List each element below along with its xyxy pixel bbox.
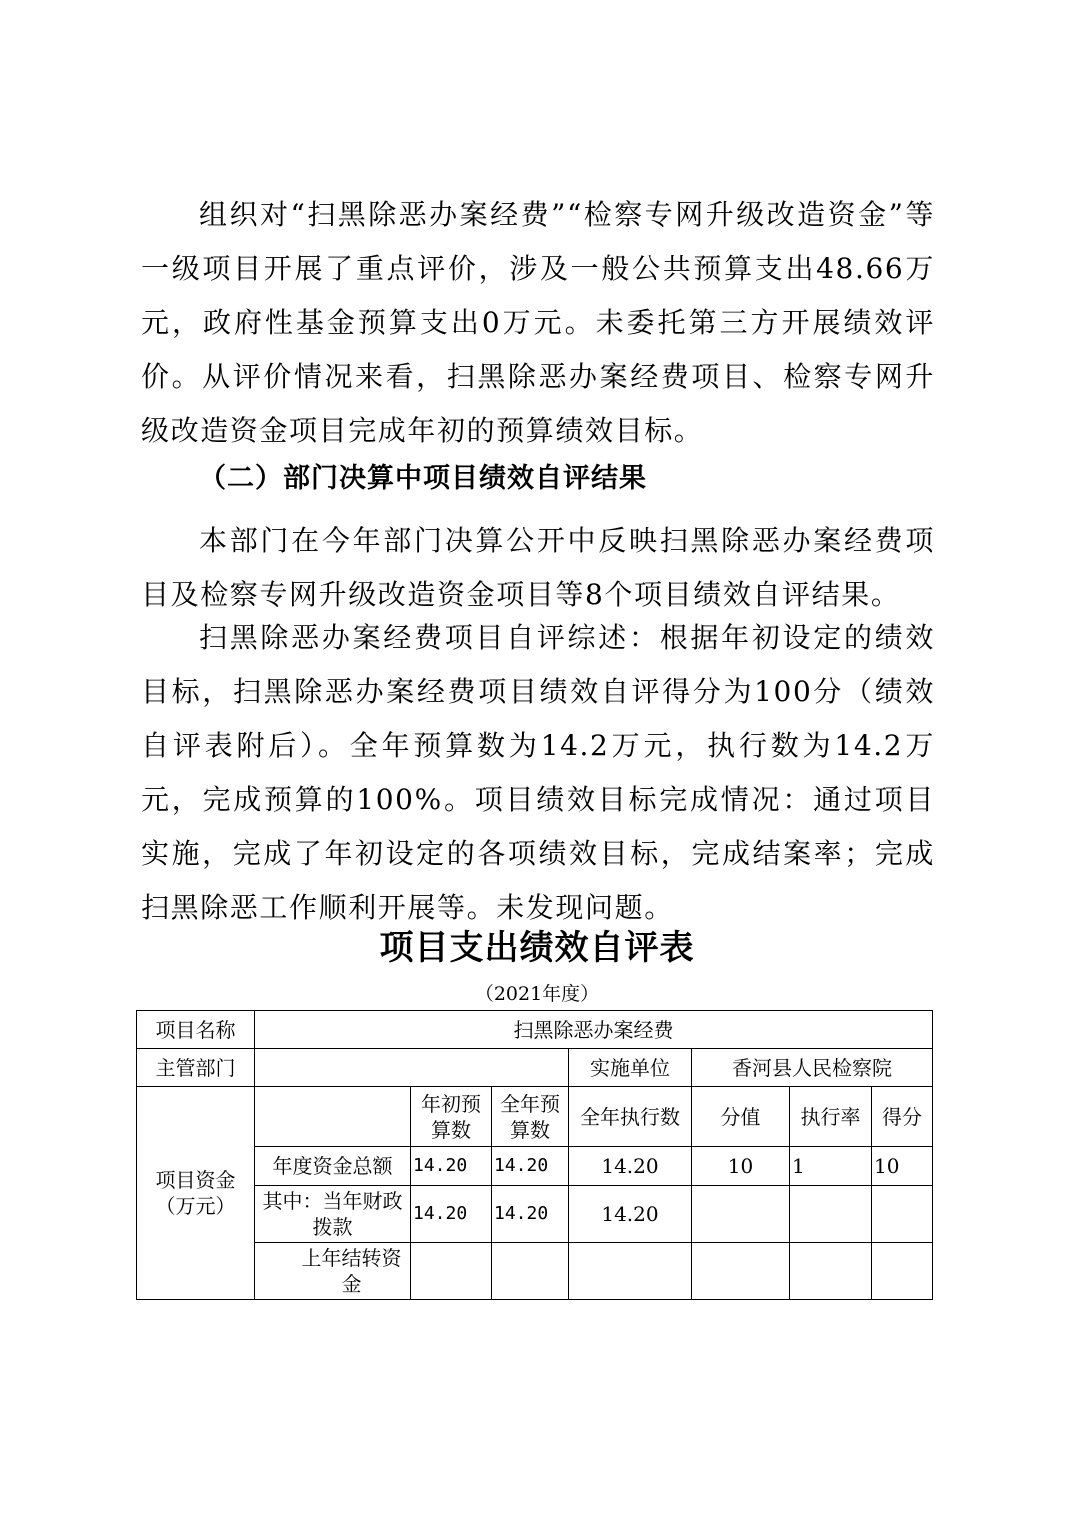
cell-weight (692, 1186, 790, 1243)
section-heading: （二）部门决算中项目绩效自评结果 (199, 463, 647, 494)
table-year: （2021年度） (474, 983, 600, 1005)
table-row (137, 1087, 933, 1147)
cell-initial (411, 1243, 492, 1300)
header-exec-rate: 执行率 (790, 1087, 872, 1147)
table-row (137, 1147, 933, 1186)
table-row (137, 1186, 933, 1243)
cell-score: 10 (872, 1147, 933, 1186)
performance-table (136, 1010, 933, 1300)
paragraph-project-summary: 扫黑除恶办案经费项目自评综述：根据年初设定的绩效目标，扫黑除恶办案经费项目绩效自评得分为100分（绩效自评表附后）。全年预算数为14.2万元，执行数为14.2万元，完成预算的100%。项目绩效目标完成情况：通过项目实施，完成了年初设定的各项绩效目标，完成结案率；完成扫黑除恶工作顺利开展等。未发现问题。 (141, 621, 935, 924)
cell-weight (692, 1243, 790, 1300)
table-row (137, 1049, 933, 1087)
cell-annual: 14.20 (492, 1186, 569, 1243)
table-title: 项目支出绩效自评表 (379, 928, 695, 968)
header-score: 得分 (872, 1087, 933, 1147)
impl-value: 香河县人民检察院 (692, 1049, 933, 1087)
project-name-value: 扫黑除恶办案经费 (255, 1011, 933, 1049)
cell-initial: 14.20 (411, 1186, 492, 1243)
paragraph-key-evaluation: 组织对“扫黑除恶办案经费”“检察专网升级改造资金”等一级项目开展了重点评价，涉及一般公共预算支出48.66万元，政府性基金预算支出0万元。未委托第三方开展绩效评价。从评价情况来看，扫黑除恶办案经费项目、检察专网升级改造资金项目完成年初的预算绩效目标。 (141, 198, 935, 447)
dept-label: 主管部门 (137, 1049, 255, 1087)
table-row (137, 1011, 933, 1049)
cell-rate (790, 1186, 872, 1243)
header-score-weight: 分值 (692, 1087, 790, 1147)
impl-label: 实施单位 (569, 1049, 692, 1087)
header-annual-exec: 全年执行数 (569, 1087, 692, 1147)
cell-score (872, 1186, 933, 1243)
cell-rate (790, 1243, 872, 1300)
project-name-label: 项目名称 (137, 1011, 255, 1049)
cell-rate: 1 (790, 1147, 872, 1186)
cell-exec: 14.20 (569, 1147, 692, 1186)
row-label: 年度资金总额 (255, 1147, 411, 1186)
cell-score (872, 1243, 933, 1300)
header-blank (255, 1087, 411, 1147)
table-row (137, 1243, 933, 1300)
cell-exec (569, 1243, 692, 1300)
cell-weight: 10 (692, 1147, 790, 1186)
row-label: 其中：当年财政拨款 (255, 1186, 411, 1243)
paragraph-self-evaluation-results: 本部门在今年部门决算公开中反映扫黑除恶办案经费项目及检察专网升级改造资金项目等8个项目绩效自评结果。 (141, 524, 935, 611)
dept-value (255, 1049, 569, 1087)
header-annual-budget: 全年预算数 (492, 1087, 569, 1147)
header-initial-budget: 年初预算数 (411, 1087, 492, 1147)
cell-annual: 14.20 (492, 1147, 569, 1186)
row-label: 上年结转资金 (255, 1243, 411, 1300)
cell-initial: 14.20 (411, 1147, 492, 1186)
cell-annual (492, 1243, 569, 1300)
cell-exec: 14.20 (569, 1186, 692, 1243)
funds-label: 项目资金（万元） (137, 1087, 255, 1300)
